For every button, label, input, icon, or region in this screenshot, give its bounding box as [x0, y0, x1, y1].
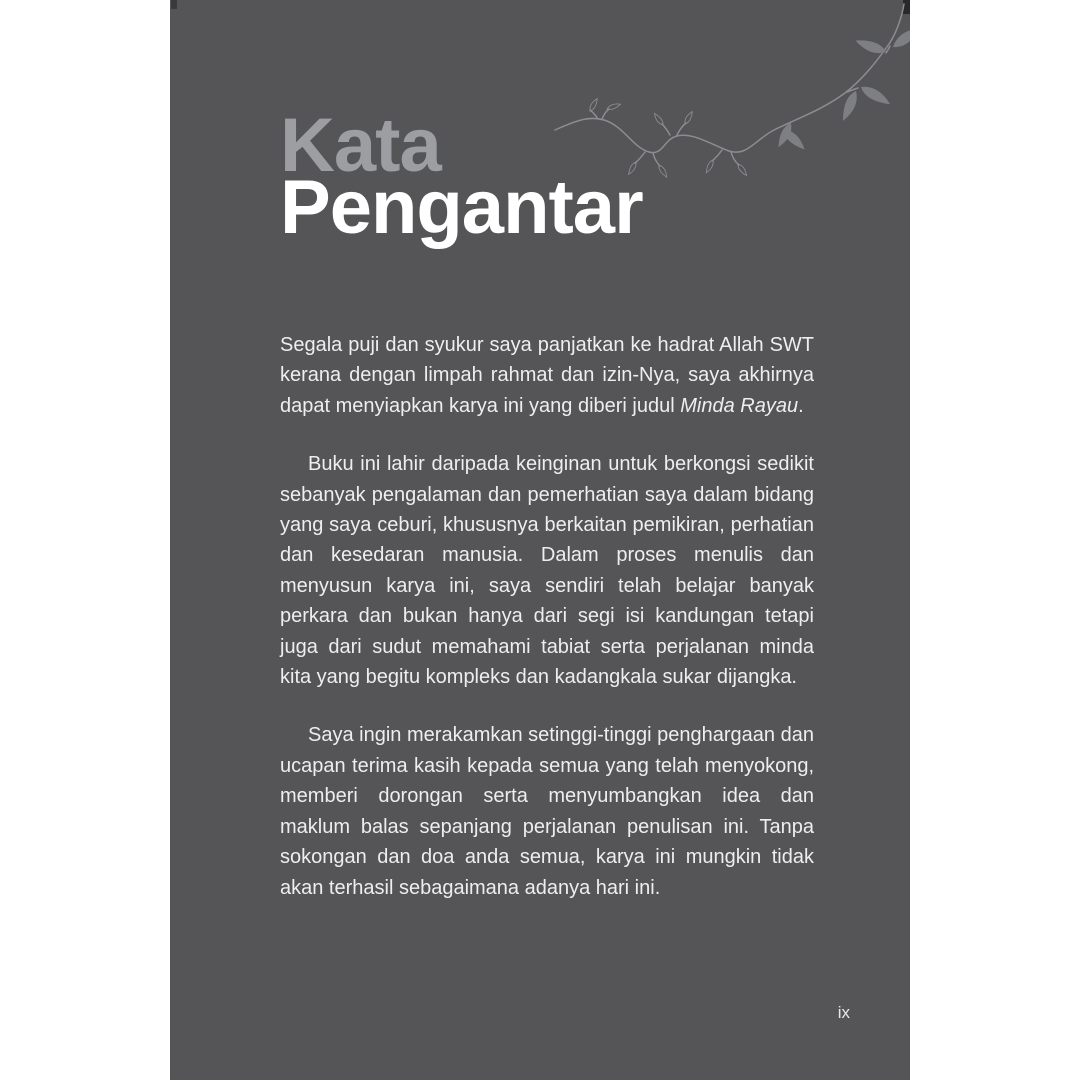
- preface-body: [280, 330, 814, 931]
- preface-paragraph-2: Buku ini lahir daripada keinginan untuk berkongsi sedikit sebanyak pengalaman dan pemerhatian saya dalam bidang yang saya ceburi, khususnya berkaitan pemikiran, perhatian dan kesedaran manusia. Dalam proses menulis dan menyusun karya ini, saya sendiri telah belajar banyak perkara dan bukan hanya dari segi isi kandungan tetapi juga dari sudut memahami tabiat serta perjalanan minda kita yang begitu kompleks dan kadangkala sukar dijangka.: [280, 453, 814, 689]
- book-page: [170, 0, 910, 1080]
- page-number: ix: [837, 1003, 850, 1022]
- page-title-line1: Kata: [280, 103, 441, 188]
- preface-paragraph-1: [280, 330, 814, 421]
- paragraph-1-text: Segala puji dan syukur saya panjatkan ke hadrat Allah SWT kerana dengan limpah rahmat dan izin-Nya, saya akhirnya dapat menyiapkan karya ini yang diberi judul: [280, 334, 814, 417]
- preface-paragraph-3: Saya ingin merakamkan setinggi-tinggi penghargaan dan ucapan terima kasih kepada semua yang telah menyokong, memberi dorongan serta menyumbangkan idea dan maklum balas sepanjang perjalanan penulisan ini. Tanpa sokongan dan doa anda semua, karya ini mungkin tidak akan terhasil sebagaimana adanya hari ini.: [280, 724, 814, 899]
- corner-mark-left: [171, 0, 177, 9]
- page-title: [280, 103, 643, 250]
- paragraph-1-period: .: [798, 394, 804, 417]
- book-title-italic: Minda Rayau: [680, 394, 799, 417]
- page-title-line2: Pengantar: [280, 165, 643, 250]
